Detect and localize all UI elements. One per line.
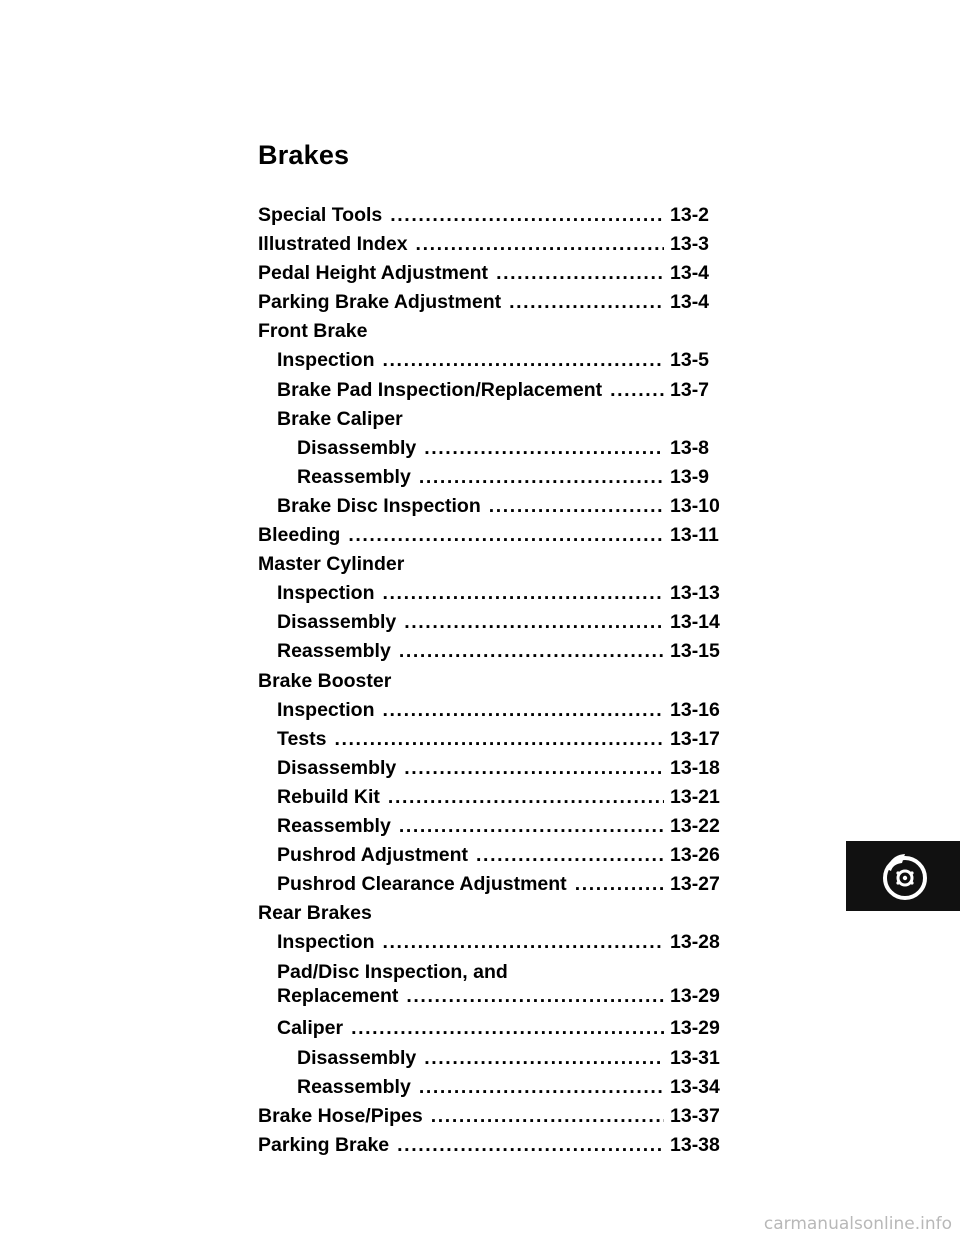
toc-entry-label-line: Pad/Disc Inspection, and bbox=[277, 961, 508, 984]
dot-leader bbox=[416, 230, 664, 259]
toc-entry-row bbox=[277, 492, 742, 521]
toc-entry-row bbox=[258, 201, 742, 230]
toc-entry-page: 13-5 bbox=[670, 349, 710, 372]
toc-entry-row bbox=[258, 550, 742, 579]
dot-leader bbox=[406, 984, 664, 1008]
toc-entry bbox=[258, 492, 742, 521]
toc-entry-label: Inspection bbox=[277, 931, 375, 954]
toc-entry bbox=[258, 201, 742, 230]
toc-entry bbox=[258, 317, 742, 346]
toc-entry-page: 13-22 bbox=[670, 814, 720, 837]
toc-entry bbox=[258, 608, 742, 637]
dot-leader bbox=[424, 434, 664, 463]
toc-entry-page: 13-14 bbox=[670, 611, 720, 634]
dot-leader bbox=[335, 725, 665, 754]
toc-entry bbox=[258, 1102, 742, 1131]
toc-entry-page: 13-18 bbox=[670, 756, 720, 779]
toc-entry-label: Brake Disc Inspection bbox=[277, 494, 481, 517]
toc-entry-row bbox=[258, 667, 742, 696]
dot-leader bbox=[388, 783, 664, 812]
toc-entry-row bbox=[258, 1131, 742, 1160]
toc-entry bbox=[258, 696, 742, 725]
toc-entry-row bbox=[258, 259, 742, 288]
toc-entry-page: 13-11 bbox=[670, 524, 719, 547]
toc-entry-label: Illustrated Index bbox=[258, 233, 408, 256]
dot-leader bbox=[431, 1102, 664, 1131]
toc-entry-label: Reassembly bbox=[297, 1075, 411, 1098]
toc-entry-page: 13-9 bbox=[670, 465, 710, 488]
toc-entry bbox=[258, 1131, 742, 1160]
toc-entry-row bbox=[277, 696, 742, 725]
toc-entry-label: Reassembly bbox=[297, 465, 411, 488]
toc-entry bbox=[258, 1014, 742, 1043]
toc-entry-label: Disassembly bbox=[277, 611, 397, 634]
dot-leader bbox=[348, 521, 664, 550]
toc-entry bbox=[258, 928, 742, 957]
toc-entry-row bbox=[258, 288, 742, 317]
toc-entry-label: Disassembly bbox=[297, 436, 417, 459]
toc-entry bbox=[258, 346, 742, 375]
toc-entry bbox=[258, 841, 742, 870]
toc-entry-label: Rebuild Kit bbox=[277, 785, 380, 808]
toc-entry-label: Reassembly bbox=[277, 814, 391, 837]
toc-entry-page: 13-13 bbox=[670, 582, 720, 605]
toc-entry-page: 13-21 bbox=[670, 785, 720, 808]
toc-entry-row bbox=[277, 608, 742, 637]
toc-entry-label: Caliper bbox=[277, 1017, 344, 1040]
toc-entry-label: Parking Brake Adjustment bbox=[258, 291, 502, 314]
toc-entry bbox=[258, 434, 742, 463]
toc-entry-row bbox=[277, 346, 742, 375]
dot-leader bbox=[476, 841, 664, 870]
dot-leader bbox=[390, 201, 664, 230]
toc-entry-row bbox=[277, 725, 742, 754]
dot-leader bbox=[383, 696, 664, 725]
toc-entry-row bbox=[277, 984, 742, 1008]
toc-entry-page: 13-17 bbox=[670, 727, 720, 750]
toc-entry bbox=[258, 1044, 742, 1073]
dot-leader bbox=[509, 288, 664, 317]
dot-leader bbox=[397, 1131, 664, 1160]
dot-leader bbox=[383, 928, 664, 957]
toc-entry-label: Disassembly bbox=[277, 756, 397, 779]
toc-entry-page: 13-29 bbox=[670, 1017, 720, 1040]
toc-entry-row bbox=[277, 579, 742, 608]
toc-entry-label: Inspection bbox=[277, 698, 375, 721]
toc-entry-row bbox=[297, 434, 742, 463]
toc-entry bbox=[258, 957, 742, 1014]
toc-entry-row bbox=[277, 841, 742, 870]
dot-leader bbox=[496, 259, 664, 288]
toc-entry bbox=[258, 230, 742, 259]
toc-entry bbox=[258, 288, 742, 317]
toc-entry bbox=[258, 405, 742, 434]
toc-entry-page: 13-15 bbox=[670, 640, 720, 663]
toc-entry-row bbox=[297, 1073, 742, 1102]
dot-leader bbox=[489, 492, 664, 521]
toc-entry-page: 13-26 bbox=[670, 844, 720, 867]
toc-entry-label: Pushrod Clearance Adjustment bbox=[277, 873, 567, 896]
toc-entry-label: Brake Hose/Pipes bbox=[258, 1104, 423, 1127]
toc-entry-row bbox=[277, 376, 742, 405]
toc-entry-row bbox=[277, 1014, 742, 1043]
toc-entry bbox=[258, 870, 742, 899]
toc-entry-page: 13-34 bbox=[670, 1075, 720, 1098]
toc-entry-row bbox=[258, 1102, 742, 1131]
dot-leader bbox=[419, 1073, 664, 1102]
toc-entry bbox=[258, 899, 742, 928]
toc-entry-label: Reassembly bbox=[277, 640, 391, 663]
watermark: carmanualsonline.info bbox=[763, 1214, 952, 1234]
toc-entry bbox=[258, 521, 742, 550]
toc-entry-label: Pedal Height Adjustment bbox=[258, 262, 489, 285]
toc-entry bbox=[258, 725, 742, 754]
toc-entry-page: 13-38 bbox=[670, 1133, 720, 1156]
toc-entry-label: Brake Pad Inspection/Replacement bbox=[277, 378, 603, 401]
toc-entry-label: Pushrod Adjustment bbox=[277, 844, 469, 867]
toc-entry bbox=[258, 754, 742, 783]
toc-entry-page: 13-3 bbox=[670, 233, 710, 256]
toc-entry-page: 13-28 bbox=[670, 931, 720, 954]
dot-leader bbox=[399, 812, 664, 841]
toc-entry-page: 13-4 bbox=[670, 262, 710, 285]
dot-leader bbox=[424, 1044, 664, 1073]
toc-entry-page: 13-27 bbox=[670, 873, 720, 896]
dot-leader bbox=[419, 463, 664, 492]
toc-entry bbox=[258, 812, 742, 841]
toc-entry-label: Tests bbox=[277, 727, 327, 750]
toc-entry-row bbox=[297, 1044, 742, 1073]
toc-entry-row bbox=[277, 928, 742, 957]
toc-entry bbox=[258, 376, 742, 405]
toc-entry-label: Disassembly bbox=[297, 1046, 417, 1069]
toc-entry-label: Inspection bbox=[277, 349, 375, 372]
toc-entry bbox=[258, 550, 742, 579]
toc-entry-page: 13-2 bbox=[670, 204, 710, 226]
toc-entry-label: Inspection bbox=[277, 582, 375, 605]
toc-entry-page: 13-8 bbox=[670, 436, 710, 459]
toc-entry bbox=[258, 637, 742, 666]
toc-entry-page: 13-37 bbox=[670, 1104, 720, 1127]
dot-leader bbox=[610, 376, 664, 405]
dot-leader bbox=[351, 1014, 664, 1043]
toc-entry-page: 13-10 bbox=[670, 494, 720, 517]
toc-entry-page: 13-16 bbox=[670, 698, 720, 721]
toc-entry-label: Front Brake bbox=[258, 320, 368, 343]
toc-entry-row bbox=[277, 783, 742, 812]
toc-entry-row bbox=[258, 899, 742, 928]
dot-leader bbox=[399, 637, 664, 666]
section-tab bbox=[846, 841, 960, 911]
toc-entry-row bbox=[258, 317, 742, 346]
toc-entry-row bbox=[258, 230, 742, 259]
toc-entry-row bbox=[258, 521, 742, 550]
toc-entry-label: Parking Brake bbox=[258, 1133, 390, 1156]
toc-entry bbox=[258, 463, 742, 492]
dot-leader bbox=[404, 608, 664, 637]
brake-disc-icon bbox=[878, 849, 932, 903]
toc-entry-row bbox=[277, 405, 742, 434]
toc-entry bbox=[258, 783, 742, 812]
toc-entry bbox=[258, 259, 742, 288]
toc-entry-label: Brake Booster bbox=[258, 669, 392, 692]
toc-entry-page: 13-4 bbox=[670, 291, 710, 314]
dot-leader bbox=[383, 346, 664, 375]
toc-entry-label: Brake Caliper bbox=[277, 407, 403, 430]
toc-entry-label: Rear Brakes bbox=[258, 902, 372, 925]
dot-leader bbox=[383, 579, 664, 608]
table-of-contents bbox=[258, 201, 742, 1160]
toc-entry-label: Replacement bbox=[277, 985, 399, 1008]
dot-leader bbox=[404, 754, 664, 783]
toc-entry-page: 13-7 bbox=[670, 378, 710, 401]
toc-entry-label: Master Cylinder bbox=[258, 553, 405, 576]
toc-entry-row bbox=[277, 870, 742, 899]
toc-entry-label: Special Tools bbox=[258, 204, 383, 226]
toc-entry-row bbox=[277, 637, 742, 666]
toc-entry bbox=[258, 1073, 742, 1102]
toc-entry-row bbox=[297, 463, 742, 492]
toc-entry-page: 13-29 bbox=[670, 985, 720, 1008]
toc-entry-row bbox=[277, 754, 742, 783]
toc-entry-row bbox=[277, 812, 742, 841]
toc-entry bbox=[258, 667, 742, 696]
dot-leader bbox=[575, 870, 664, 899]
toc-entry-page: 13-31 bbox=[670, 1046, 720, 1069]
toc-entry bbox=[258, 579, 742, 608]
toc-entry-label: Bleeding bbox=[258, 524, 341, 547]
page-title: Brakes bbox=[258, 140, 350, 170]
